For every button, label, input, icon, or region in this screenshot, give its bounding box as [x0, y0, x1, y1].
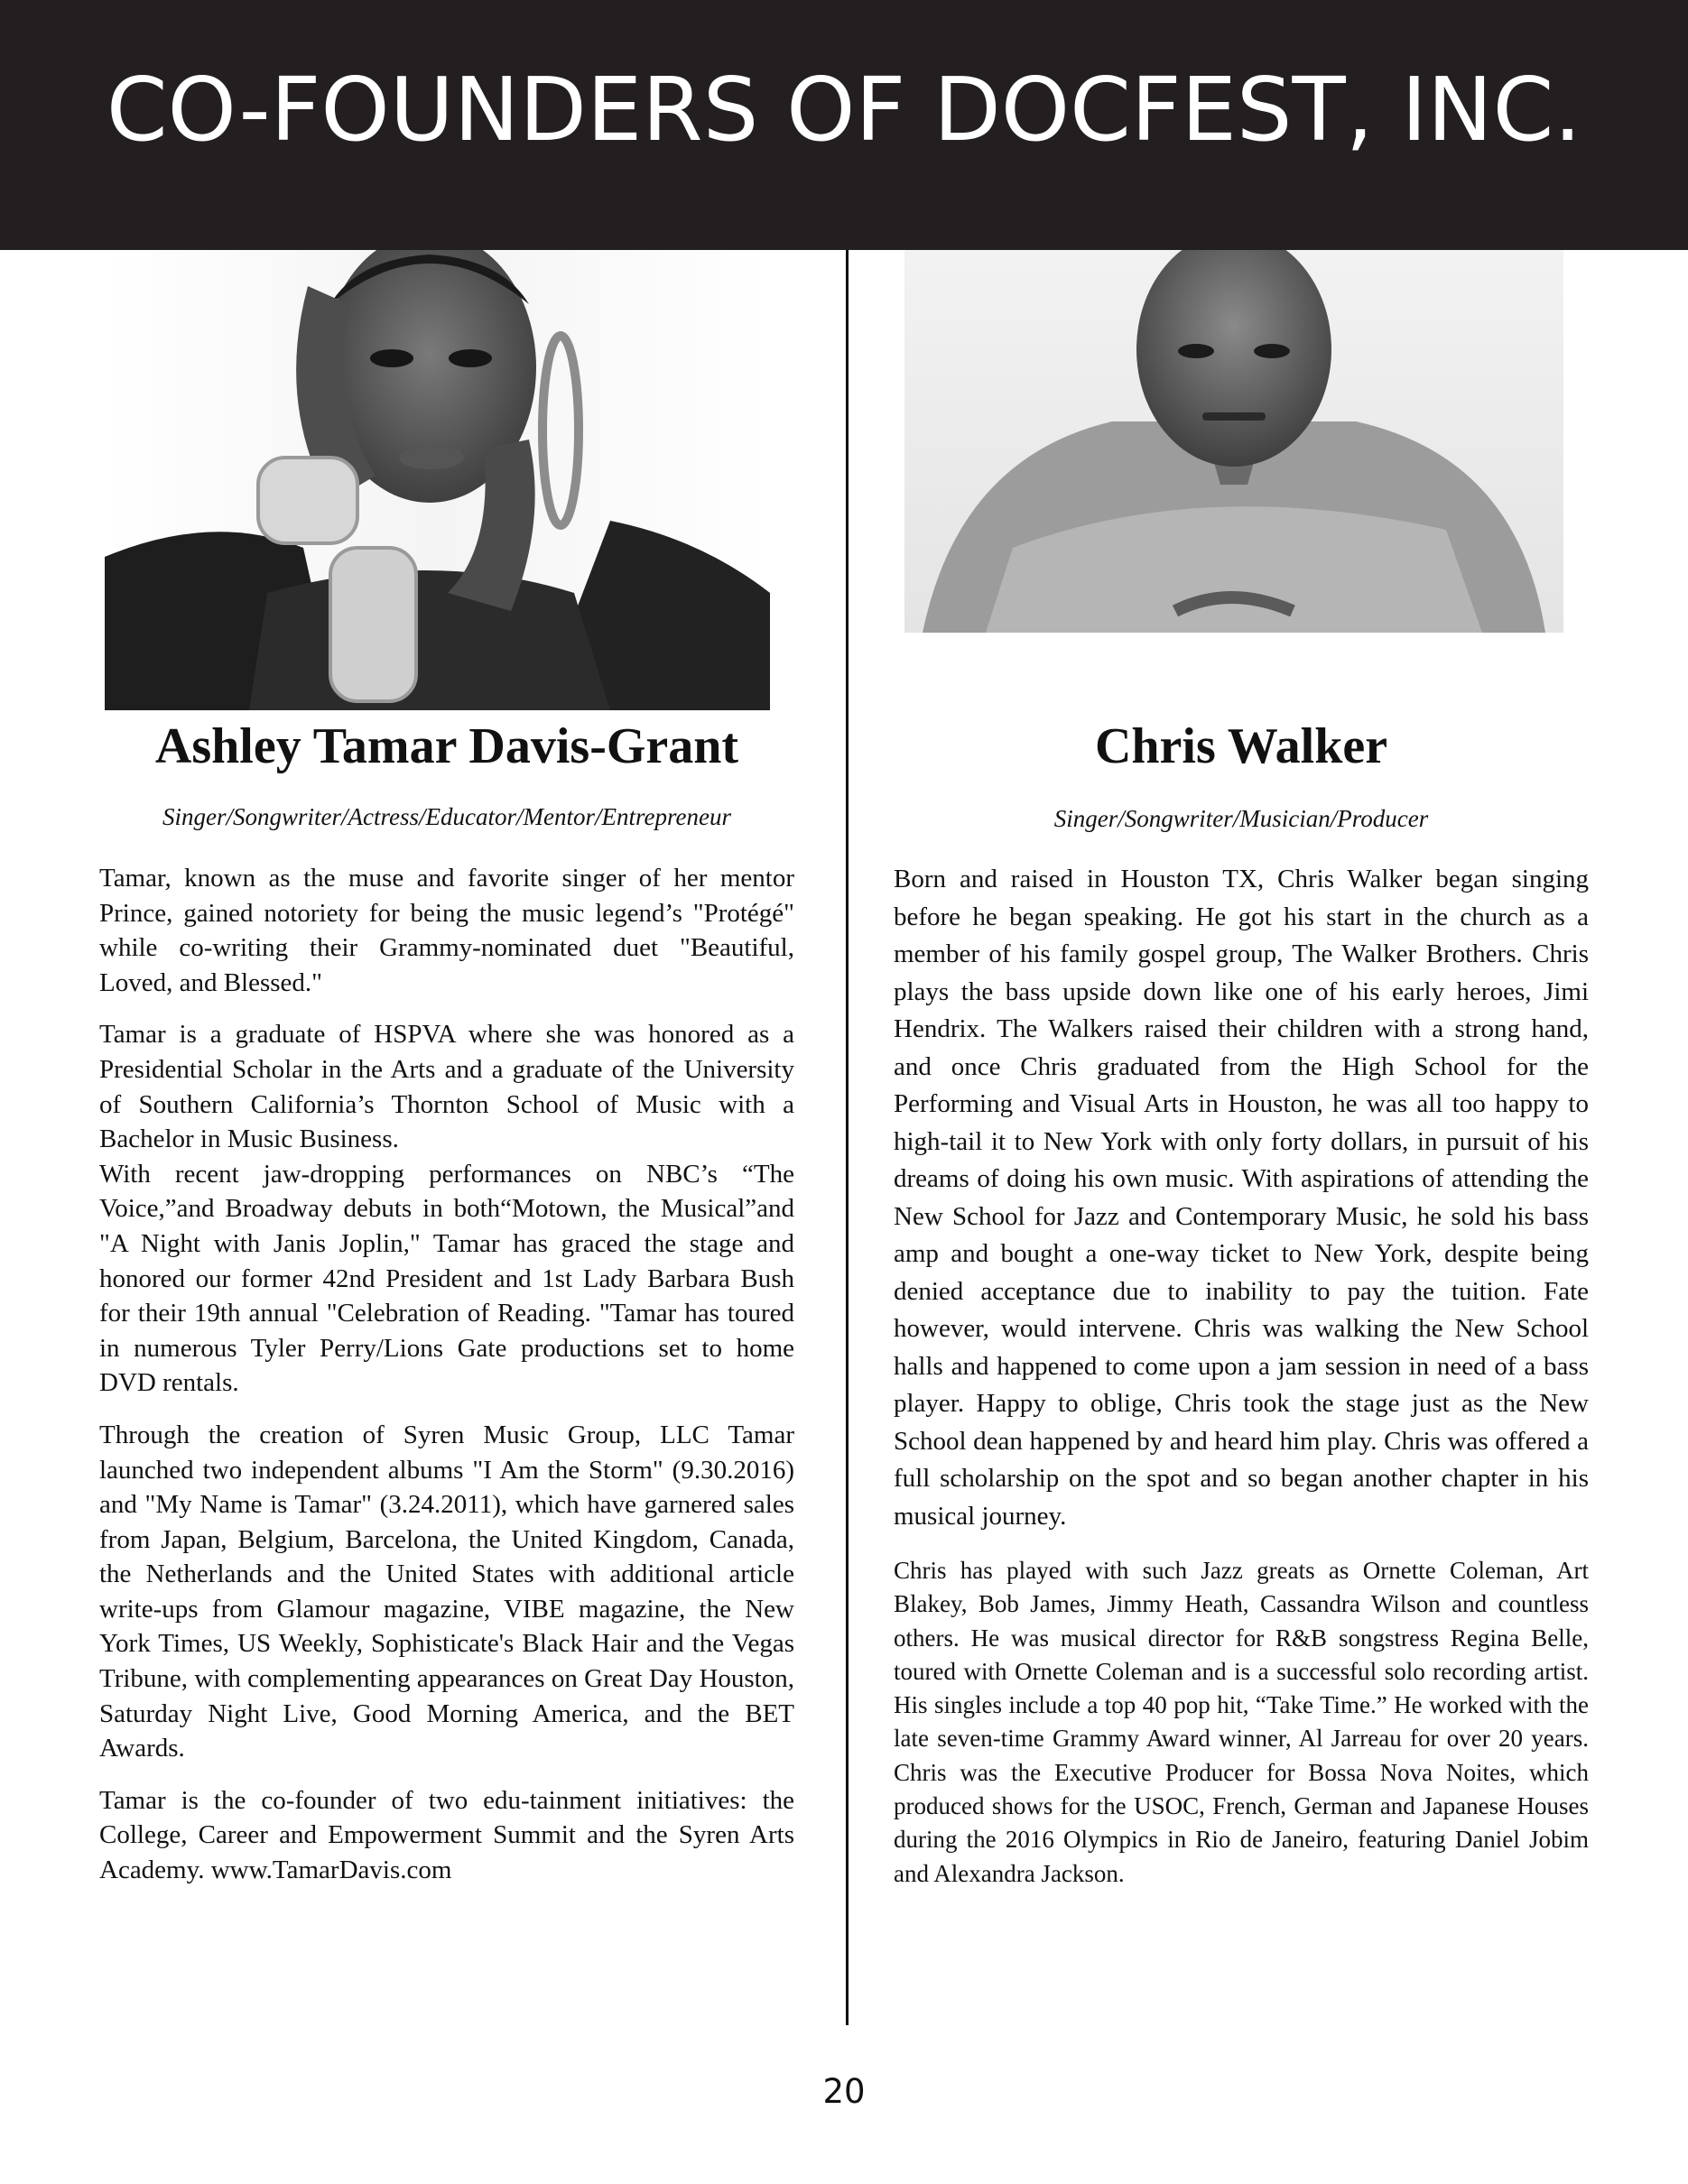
bio-column-left [99, 861, 794, 1888]
person-name-left: Ashley Tamar Davis-Grant [154, 718, 739, 774]
header-banner [0, 0, 1688, 250]
portrait-photo-right [904, 250, 1563, 633]
bio-paragraph: Chris has played with such Jazz greats as Ornette Coleman, Art Blakey, Bob James, Jimmy Heath, Cassandra Wilson and countless others. He was musical director for R&B songstress Regina Belle, toured with Ornette Coleman and is a successful solo recording artist. His singles include a top 40 pop hit, “Take Time.” He worked with the late seven-time Grammy Award winner, Al Jarreau for over 20 years. Chris was the Executive Producer for Bossa Nova Noites, which produced shows for the USOC, French, German and Japanese Houses during the 2016 Olympics in Rio de Janeiro, featuring Daniel Jobim and Alexandra Jackson. [894, 1557, 1589, 1887]
bio-column-right [894, 861, 1589, 1891]
bio-paragraph: Born and raised in Houston TX, Chris Walker began singing before he began speaking. He got his start in the church as a member of his family gospel group, The Walker Brothers. Chris plays the bass upside down like one of his early heroes, Jimi Hendrix. The Walkers raised their children with a strong hand, and once Chris graduated from the High School for the Performing and Visual Arts in Houston, he was all too happy to high-tail it to New York with only forty dollars, in pursuit of his dreams of doing his own music. With aspirations of attending the New School for Jazz and Contemporary Music, he sold his bass amp and bought a one-way ticket to New York, despite being denied acceptance due to inability to pay the tuition. Fate however, would intervene. Chris was walking the New School halls and happened to come upon a jam session in need of a bass player. Happy to oblige, Chris took the stage just as the New School dean happened by and heard him play. Chris was offered a full scholarship on the spot and so began another chapter in his musical journey. [894, 865, 1589, 1531]
bio-paragraph: With recent jaw-dropping performances on NBC’s “The Voice,”and Broadway debuts in both“Motown, the Musical”and "A Night with Janis Joplin," Tamar has graced the stage and honored our former 42nd President and 1st Lady Barbara Bush for their 19th annual "Celebration of Reading. "Tamar has toured in numerous Tyler Perry/Lions Gate productions set to home DVD rentals. [99, 1159, 794, 1398]
person-role-left: Singer/Songwriter/Actress/Educator/Mentor/Entrepreneur [162, 803, 731, 830]
bio-paragraph: Through the creation of Syren Music Group, LLC Tamar launched two independent albums "I Am the Storm" (9.30.2016) and "My Name is Tamar" (3.24.2011), which have garnered sales from Japan, Belgium, Barcelona, the United Kingdom, Canada, the Netherlands and the United States with additional article write-ups from Glamour magazine, VIBE magazine, the New York Times, US Weekly, Sophisticate's Black Hair and the Vegas Tribune, with complementing appearances on Great Day Houston, Saturday Night Live, Good Morning America, and the BET Awards. [99, 1420, 794, 1763]
portrait-image [904, 250, 1563, 633]
bio-paragraph: Tamar is the co-founder of two edu-tainment initiatives: the College, Career and Empowerment Summit and the Syren Arts Academy. www.TamarDavis.com [99, 1785, 794, 1885]
portrait-photo-left [105, 250, 770, 710]
person-name-right: Chris Walker [1094, 718, 1388, 774]
column-divider [846, 250, 849, 2025]
bio-paragraph: Tamar, known as the muse and favorite singer of her mentor Prince, gained notoriety for being the music legend’s "Protégé" while co-writing their Grammy-nominated duet "Beautiful, Loved, and Blessed." [99, 864, 794, 997]
portrait-image [105, 250, 770, 710]
page-title: CO-FOUNDERS OF DOCFEST, INC. [106, 59, 1582, 161]
page-number: 20 [822, 2072, 866, 2111]
person-role-right: Singer/Songwriter/Musician/Producer [1053, 805, 1429, 832]
bio-paragraph: Tamar is a graduate of HSPVA where she was honored as a Presidential Scholar in the Arts and a graduate of the University of Southern California’s Thornton School of Music with a Bachelor in Music Business. [99, 1020, 794, 1154]
